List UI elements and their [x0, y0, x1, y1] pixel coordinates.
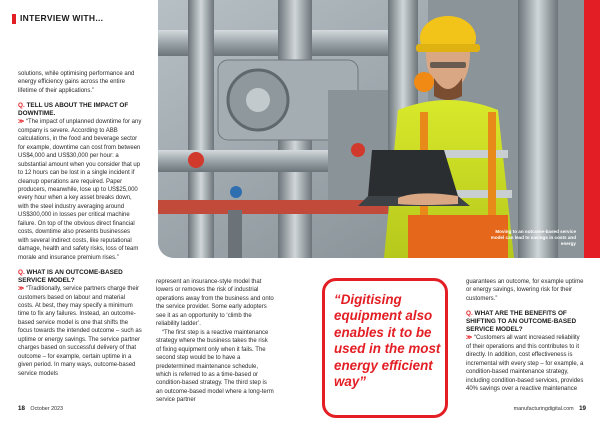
column-3: [466, 278, 584, 394]
column-2: [156, 278, 274, 405]
column-3-paragraph-1: guarantees an outcome, for example uptime or energy savings, lowering risk for their customers.”: [466, 279, 584, 302]
question-2-text: WHAT IS AN OUTCOME-BASED SERVICE MODEL?: [18, 269, 123, 285]
issue-date: October 2023: [30, 406, 64, 412]
answer-1-text: “The impact of unplanned downtime for any company is severe. According to ABB calculations, in the food and beverage sector for example, downtime can cost from between US$4,000 and US$30,000 per hour: a substantial amount when you consider that up to 12 hours can be lost in a single incident if cleanup operations are required. Paper producers, meanwhile, lose up to US$25,000 every hour when a key asset breaks down, with the steel industry averaging around US$300,000 in losses per critical machine failure. On top of the obvious direct financial costs, downtime also presents businesses with several indirect costs, like reputational damage, health and safety risks, loss of team morale and insurance premium rises.”: [18, 119, 142, 261]
engineer-photo-illustration: [158, 0, 584, 258]
answer-2-text: “Traditionally, service partners charge their customers based on labour and material costs. At best, they may specify a minimum time to fix any failures. Instead, an outcome-based service model is one that shifts the focus towards the intended outcome – such as uptime or energy savings. The service partner charges based on successful delivery of that outcome – for example, certain uptime in a given period. In many ways, outcome-based service models: [18, 286, 142, 377]
question-marker: Q.: [18, 269, 25, 277]
pull-quote: “Digitising equipment also enables it to be used in the most energy efficient way”: [334, 292, 441, 390]
answer-marker: ≫: [18, 286, 25, 293]
question-2: [18, 269, 142, 285]
answer-1: [18, 118, 142, 262]
question-marker: Q.: [466, 310, 473, 318]
question-1-text: TELL US ABOUT THE IMPACT OF DOWNTIME.: [18, 102, 129, 118]
column-2-paragraph-1: represent an insurance-style model that lowers or removes the risk of industrial operations away from the business and onto the service provider. Some early adopters see it as an opportunity to ‘climb the reliability ladder’.: [156, 279, 274, 328]
column-2-paragraph-2: “The first step is a reactive maintenance strategy where the business takes the risk of fixing equipment only when it fails. The second step would be to have a predetermined maintenance schedule, which is referred to as a time-based or condition-based strategy. The third step is an outcome-based model where a long-term service partner: [156, 329, 274, 404]
red-edge-stripe: [584, 0, 600, 258]
question-marker: Q.: [18, 102, 25, 110]
photo-caption: Moving to an outcome-based service model can lead to savings in costs and energy: [490, 229, 576, 246]
section-tag: INTERVIEW WITH...: [20, 13, 104, 23]
answer-3-text: “Customers all want increased reliability of their operations and this contributes to it directly. In addition, cost effectiveness is incremental with every step – for example, a condition-based maintenance strategy, including condition-based services, provides 40% savings over a reactive maintenance: [466, 335, 584, 393]
right-footer: [514, 405, 586, 412]
section-tag-accent-bar: [12, 14, 16, 24]
intro-paragraph: solutions, while optimising performance and energy efficiency gains across the entire lifetime of their applications.”: [18, 71, 135, 94]
feature-photo: [158, 0, 584, 258]
answer-3: [466, 334, 584, 393]
question-3: [466, 310, 584, 334]
left-footer: [18, 405, 63, 412]
site-link[interactable]: manufacturingdigital.com: [513, 406, 574, 412]
left-page-number: 18: [18, 405, 25, 412]
question-3-text: WHAT ARE THE BENEFITS OF SHIFTING TO AN OUTCOME-BASED SERVICE MODEL?: [466, 310, 577, 334]
answer-marker: ≫: [466, 335, 473, 342]
answer-2: [18, 285, 142, 378]
right-page-number: 19: [579, 405, 586, 412]
column-1: [18, 70, 142, 378]
question-1: [18, 102, 142, 118]
answer-marker: ≫: [18, 119, 25, 126]
